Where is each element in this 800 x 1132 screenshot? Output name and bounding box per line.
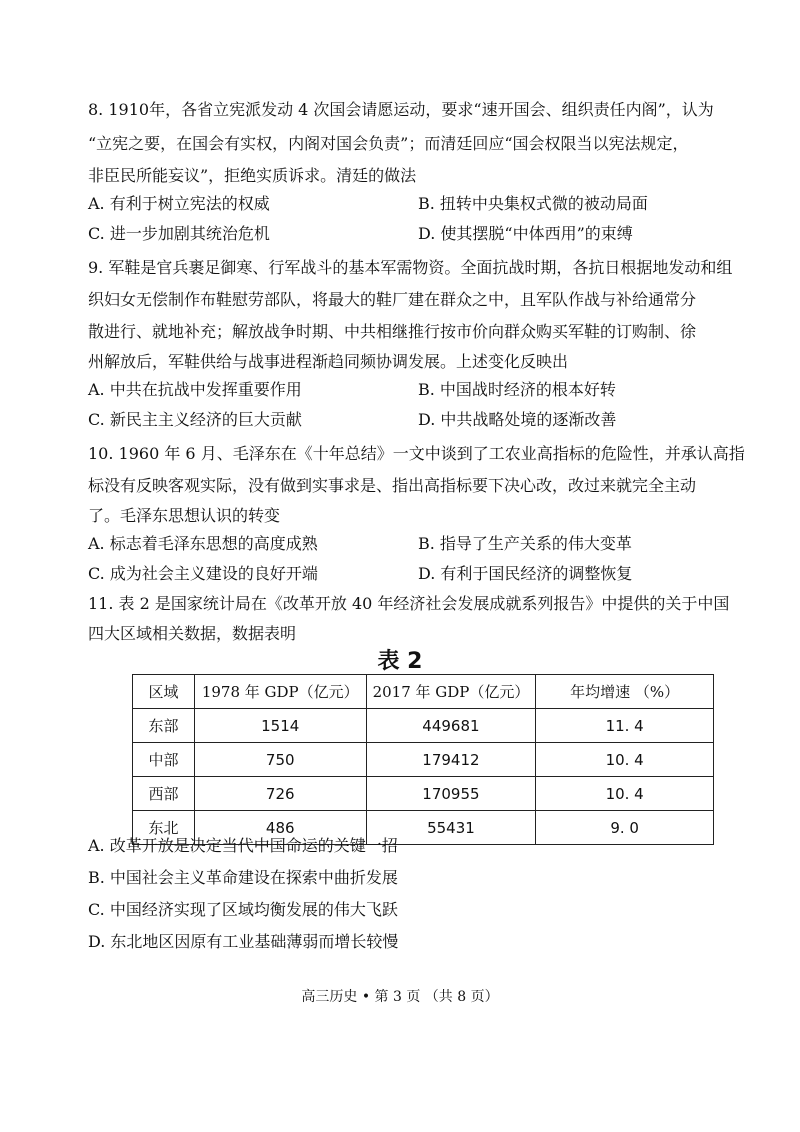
q10-stem-line-1: 10. 1960 年 6 月、毛泽东在《十年总结》一文中谈到了工农业高指标的危险性，并承认高指 [88,444,745,463]
q10-option-b: B. 指导了生产关系的伟大变革 [418,534,632,553]
q8-option-a: A. 有利于树立宪法的权威 [88,194,270,213]
q9-option-c: C. 新民主主义经济的巨大贡献 [88,410,302,429]
cell-gdp-1978: 486 [194,811,366,845]
cell-gdp-2017: 449681 [366,709,536,743]
q9-option-b: B. 中国战时经济的根本好转 [418,380,616,399]
q9-stem-line-3: 散进行、就地补充；解放战争时期、中共相继推行按市价向群众购买军鞋的订购制、徐 [88,322,697,341]
q8-option-b: B. 扭转中央集权式微的被动局面 [418,194,648,213]
q9-stem-line-4: 州解放后，军鞋供给与战事进程渐趋同频协调发展。上述变化反映出 [88,352,569,371]
header-region: 区域 [133,675,195,709]
page-footer: 高三历史 • 第 3 页 （共 8 页） [301,989,499,1005]
gdp-table [132,674,714,845]
q11-stem-line-2: 四大区域相关数据，数据表明 [88,624,297,643]
q10-option-a: A. 标志着毛泽东思想的高度成熟 [88,534,318,553]
header-growth-rate: 年均增速 （%） [536,675,714,709]
q11-option-a: A. 改革开放是决定当代中国命运的关键一招 [88,836,398,855]
q10-stem-line-3: 了。毛泽东思想认识的转变 [88,506,281,525]
q8-option-c: C. 进一步加剧其统治危机 [88,224,270,243]
q8-stem-line-2: “立宪之要，在国会有实权，内阁对国会负责”；而清廷回应“国会权限当以宪法规定， [88,134,689,153]
cell-growth-rate: 11. 4 [536,709,714,743]
table-row [133,743,714,777]
table-row [133,777,714,811]
q11-option-b: B. 中国社会主义革命建设在探索中曲折发展 [88,868,398,887]
table-header-row [133,675,714,709]
cell-gdp-2017: 170955 [366,777,536,811]
cell-gdp-2017: 55431 [366,811,536,845]
q9-option-d: D. 中共战略处境的逐渐改善 [418,410,617,429]
cell-growth-rate: 10. 4 [536,777,714,811]
q11-option-d: D. 东北地区因原有工业基础薄弱而增长较慢 [88,932,399,951]
q11-option-c: C. 中国经济实现了区域均衡发展的伟大飞跃 [88,900,398,919]
cell-gdp-1978: 726 [194,777,366,811]
cell-region: 东北 [133,811,195,845]
q9-stem-line-2: 织妇女无偿制作布鞋慰劳部队，将最大的鞋厂建在群众之中，且军队作战与补给通常分 [88,290,697,309]
q9-stem-line-1: 9. 军鞋是官兵裹足御寒、行军战斗的基本军需物资。全面抗战时期，各抗日根据地发动和组 [88,258,733,277]
table-row [133,709,714,743]
q11-stem-line-1: 11. 表 2 是国家统计局在《改革开放 40 年经济社会发展成就系列报告》中提供的关于中国 [88,594,730,613]
header-gdp-1978: 1978 年 GDP（亿元） [194,675,366,709]
cell-region: 中部 [133,743,195,777]
cell-gdp-2017: 179412 [366,743,536,777]
q8-stem-line-1: 8. 1910年，各省立宪派发动 4 次国会请愿运动，要求“速开国会、组织责任内阁”，认为 [88,100,714,119]
q8-stem-line-3: 非臣民所能妄议”，拒绝实质诉求。清廷的做法 [88,166,417,185]
q8-option-d: D. 使其摆脱“中体西用”的束缚 [418,224,633,243]
header-gdp-2017: 2017 年 GDP（亿元） [366,675,536,709]
cell-gdp-1978: 1514 [194,709,366,743]
cell-gdp-1978: 750 [194,743,366,777]
q10-stem-line-2: 标没有反映客观实际，没有做到实事求是、指出高指标要下决心改，改过来就完全主动 [88,476,697,495]
cell-region: 西部 [133,777,195,811]
table-title: 表 2 [377,649,423,674]
cell-growth-rate: 9. 0 [536,811,714,845]
cell-growth-rate: 10. 4 [536,743,714,777]
cell-region: 东部 [133,709,195,743]
q10-option-c: C. 成为社会主义建设的良好开端 [88,564,318,583]
q9-option-a: A. 中共在抗战中发挥重要作用 [88,380,302,399]
q10-option-d: D. 有利于国民经济的调整恢复 [418,564,633,583]
